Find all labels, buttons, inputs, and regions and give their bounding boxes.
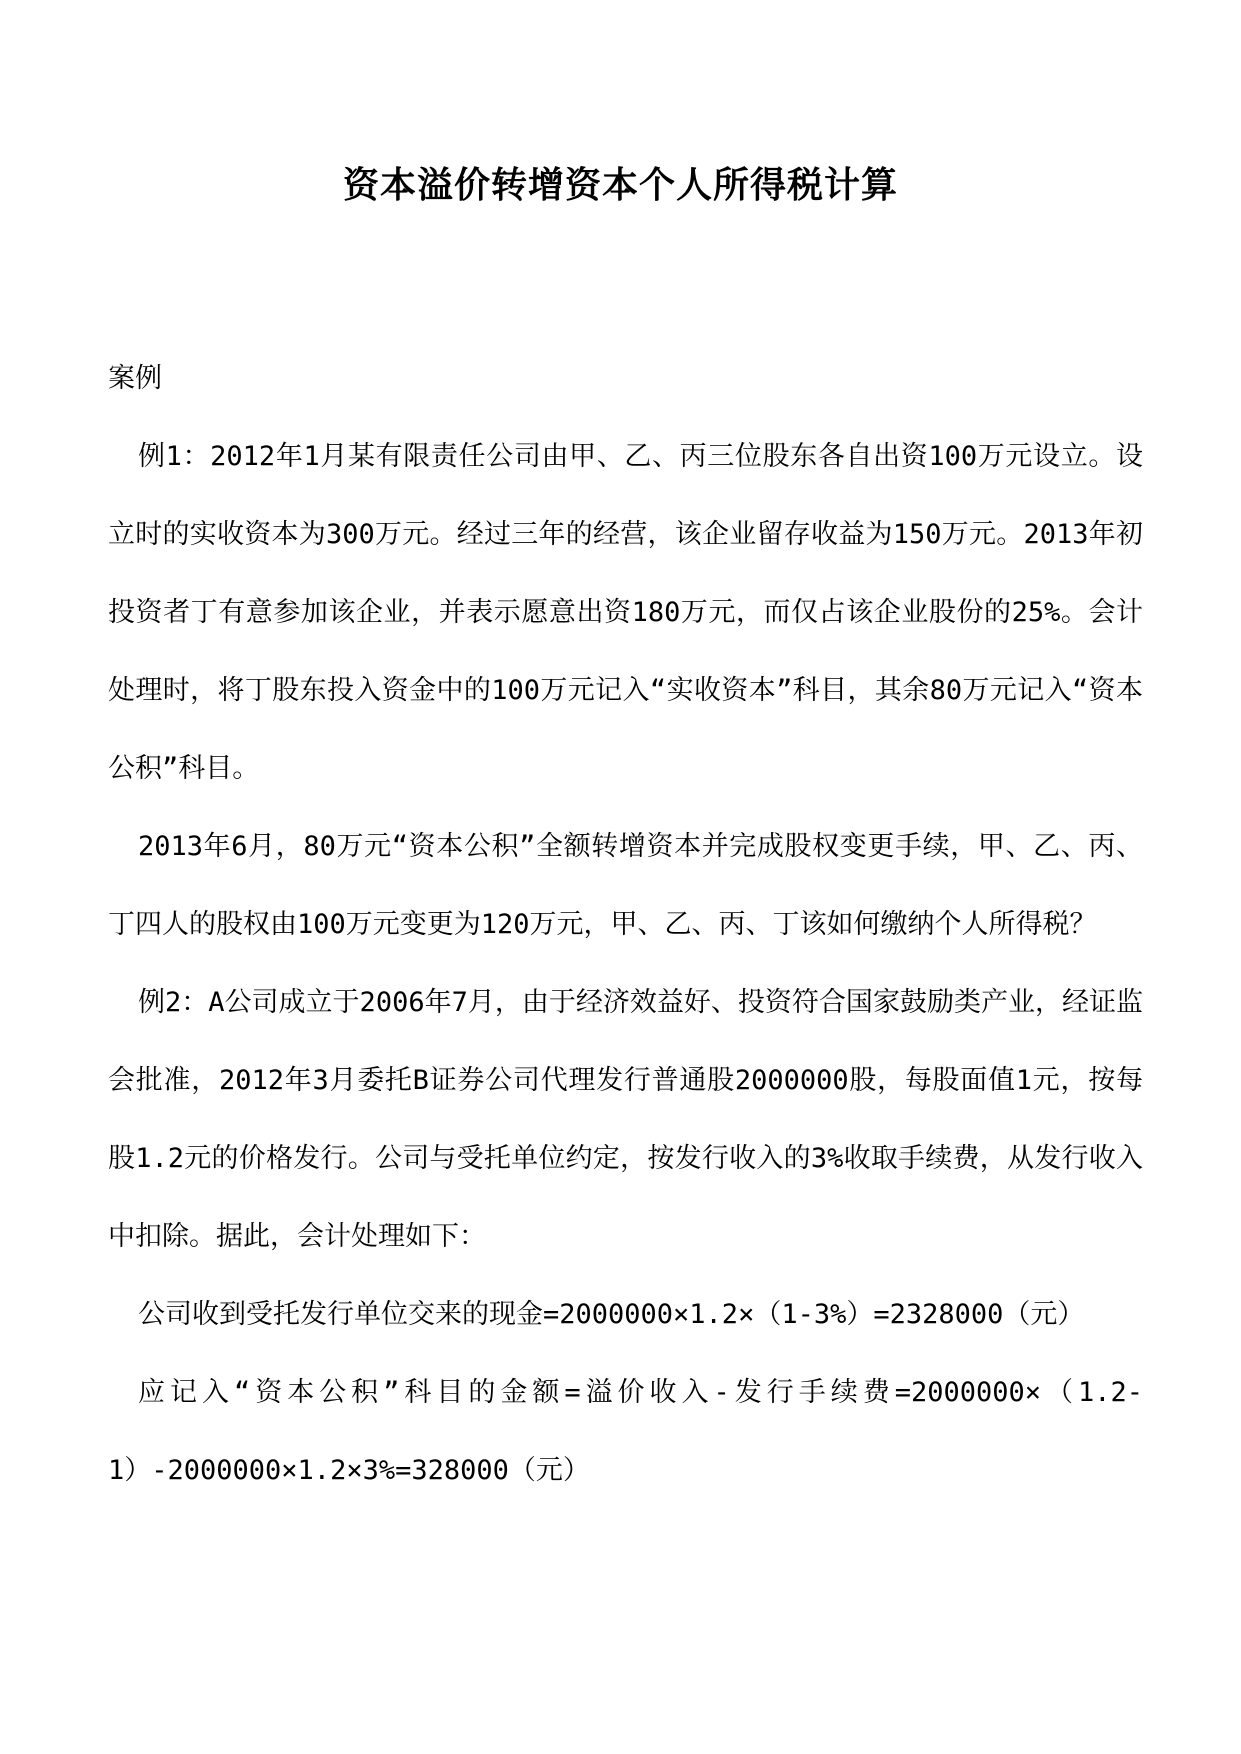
paragraph-example-1: 例1：2012年1月某有限责任公司由甲、乙、丙三位股东各自出资100万元设立。设立时的实收资本为300万元。经过三年的经营，该企业留存收益为150万元。2013年初投资者丁有意参加该企业，并表示愿意出资180万元，而仅占该企业股份的25%。会计处理时，将丁股东投入资金中的100万元记入“实收资本”科目，其余80万元记入“资本公积”科目。 [108, 441, 1143, 784]
document-body [108, 340, 1143, 1510]
paragraph-example-2: 例2：A公司成立于2006年7月，由于经济效益好、投资符合国家鼓励类产业，经证监会批准，2012年3月委托B证券公司代理发行普通股2000000股，每股面值1元，按每股1.2元的价格发行。公司与受托单位约定，按发行收入的3%收取手续费，从发行收入中扣除。据此，会计处理如下： [108, 987, 1143, 1252]
paragraph-example-1-question: 2013年6月，80万元“资本公积”全额转增资本并完成股权变更手续，甲、乙、丙、丁四人的股权由100万元变更为120万元，甲、乙、丙、丁该如何缴纳个人所得税？ [108, 831, 1143, 940]
document-title: 资本溢价转增资本个人所得税计算 [342, 164, 898, 206]
paragraph-capital-reserve: 应记入“资本公积”科目的金额=溢价收入-发行手续费=2000000×（1.2-1）-2000000×1.2×3%=328000（元） [108, 1377, 1143, 1486]
paragraph-cash-received: 公司收到受托发行单位交来的现金=2000000×1.2×（1-3%）=2328000（元） [138, 1299, 1085, 1330]
paragraph-case-heading: 案例 [108, 363, 162, 394]
